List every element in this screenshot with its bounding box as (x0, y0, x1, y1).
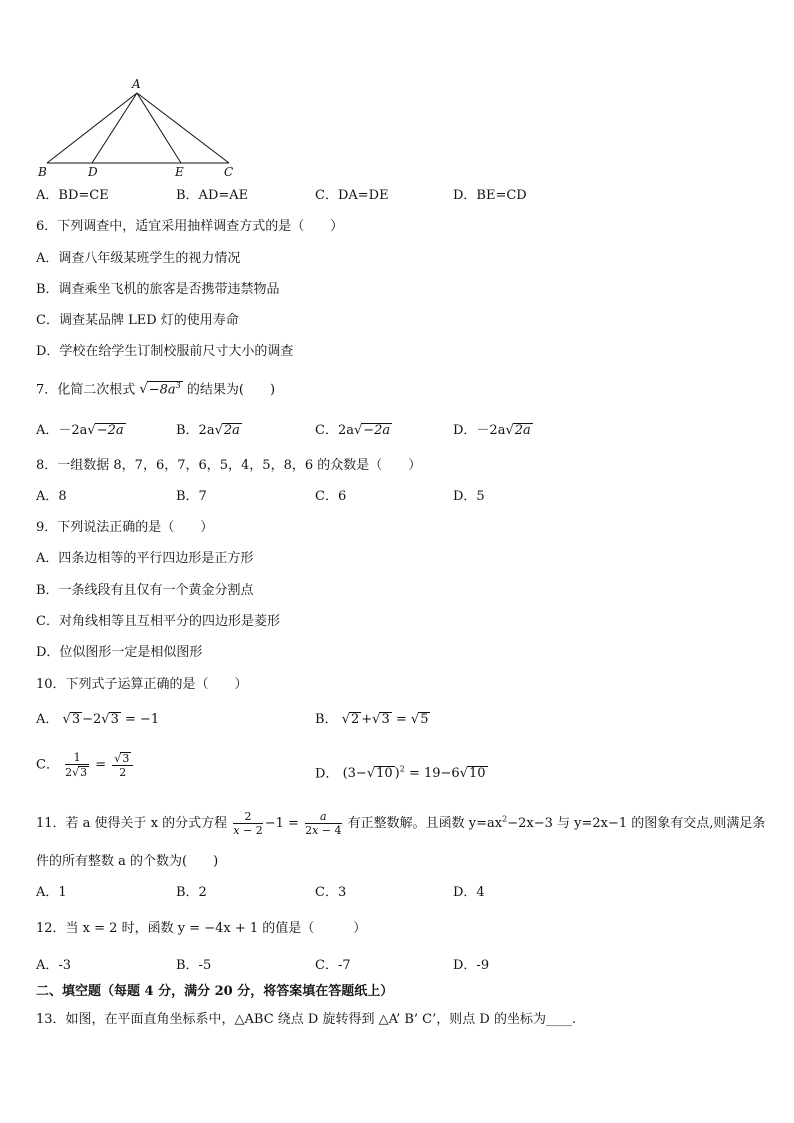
q11-stem-line2: 件的所有整数 a 的个数为( ) (36, 854, 219, 869)
q6-option-d: D．学校在给学生订制校服前尺寸大小的调查 (36, 344, 294, 359)
q7-a-coef: A．－2a (36, 423, 88, 438)
q5-option-a: A．BD=CE (36, 188, 109, 203)
q11-option-b: B．2 (176, 885, 207, 900)
q9-option-d: D．位似图形一定是相似图形 (36, 645, 203, 660)
q10-option-b (315, 712, 430, 726)
q10-option-c: C． $\frac{1}{2√3}$ = $\frac{√3}{2}$ (36, 752, 135, 778)
q10-c-rhs-fraction: $\frac{√3}{2}$ (112, 752, 133, 778)
q7-option-c: C．2a√−2a (315, 423, 391, 438)
q9-option-b: B．一条线段有且仅有一个黄金分割点 (36, 583, 254, 598)
q7-b-radicand: 2a (223, 423, 240, 438)
q9-option-a: A．四条边相等的平行四边形是正方形 (36, 551, 254, 566)
q11-stem-pre: 11．若 a 使得关于 x 的分式方程 (36, 816, 228, 831)
q11-stem: 11．若 a 使得关于 x 的分式方程 $\frac{2}{x - 2}$ −1 = $\frac{a}{2x - 4}$ 有正整数解。且函数 $y=ax^2-2x-3$ 与 y=2x−1 的图象有交点,则满足条 (36, 810, 766, 837)
q11-stem-post: −2x−3 与 y=2x−1 的图象有交点,则满足条 (507, 816, 766, 831)
q5-option-b: B．AD=AE (176, 188, 249, 203)
q10-b-expr: √2 +√3 = √5 (341, 712, 429, 727)
q7-option-b: B．2a√2a (176, 423, 240, 438)
q12-option-c: C．-7 (315, 958, 351, 973)
q7-radicand: −8a (148, 382, 176, 398)
q6-option-b: B．调查乘坐飞机的旅客是否携带违禁物品 (36, 282, 280, 297)
q7-b-coef: B．2a (176, 423, 215, 438)
label-e: E (175, 165, 184, 179)
q11-rhs-fraction: $\frac{a}{2x - 4}$ (305, 810, 342, 837)
q10-c-lhs-fraction: $\frac{1}{2√3}$ (65, 751, 88, 779)
q7-option-a: A．－2a√−2a (36, 423, 124, 438)
label-c: C (224, 165, 234, 179)
label-a: A (132, 77, 141, 91)
section-2-title: 二、填空题（每题 4 分，满分 20 分，将答案填在答题纸上） (36, 984, 394, 999)
q8-stem: 8．一组数据 8，7，6，7，6，5，4，5，8，6 的众数是（ ） (36, 458, 422, 473)
q8-option-b: B．7 (176, 489, 207, 504)
q10-b-label: B． (315, 712, 338, 727)
q7-stem (36, 381, 275, 396)
q7-stem-pre: 7．化简二次根式 (36, 382, 136, 398)
q12-option-a: A．-3 (36, 958, 72, 973)
q10-d-label: D． (315, 766, 339, 782)
q8-option-d: D．5 (453, 489, 485, 504)
q7-stem-post: 的结果为( ) (186, 382, 276, 398)
q7-exponent: 3 (175, 381, 181, 390)
q8-option-a: A．8 (36, 489, 67, 504)
q10-c-label: C． (36, 757, 59, 773)
segment-ad (92, 93, 137, 163)
q11-stem-mid: 有正整数解。且函数 y=ax (347, 816, 503, 831)
triangle-figure (30, 72, 250, 182)
q6-option-c: C．调查某品牌 LED 灯的使用寿命 (36, 313, 239, 328)
q12-stem: 12．当 x = 2 时，函数 y = −4x + 1 的值是（ ） (36, 921, 367, 936)
q5-option-d: D．BE=CD (453, 188, 527, 203)
q7-c-coef: C．2a (315, 423, 354, 438)
segment-ae (137, 93, 181, 163)
label-d: D (88, 165, 98, 179)
q7-c-radicand: −2a (363, 423, 391, 438)
q10-stem: 10．下列式子运算正确的是（ ） (36, 677, 248, 692)
q7-d-radicand: 2a (514, 423, 531, 438)
q12-option-b: B．-5 (176, 958, 212, 973)
q6-option-a: A．调查八年级某班学生的视力情况 (36, 251, 241, 266)
q5-option-c: C．DA=DE (315, 188, 389, 203)
q8-option-c: C．6 (315, 489, 347, 504)
side-ab (47, 93, 137, 163)
q7-option-d: D．－2a√2a (453, 423, 531, 438)
q10-a-label: A． (36, 712, 59, 727)
q10-d-expr: (3−√10 )$^2$ = 19−6√10 (342, 765, 486, 782)
q11-option-d: D．4 (453, 885, 485, 900)
q6-stem: 6．下列调查中，适宜采用抽样调查方式的是（ ） (36, 219, 344, 234)
q7-radical: $√-8a^3$ (139, 381, 181, 398)
q10-option-a (36, 712, 159, 726)
q9-option-c: C．对角线相等且互相平分的四边形是菱形 (36, 614, 280, 629)
q10-a-expr: √3 −2√3 = −1 (62, 712, 160, 727)
q11-option-a: A．1 (36, 885, 67, 900)
label-b: B (38, 165, 47, 179)
side-ac (137, 93, 229, 163)
q7-a-radicand: −2a (96, 423, 124, 438)
q11-option-c: C．3 (315, 885, 347, 900)
q13-stem: 13．如图，在平面直角坐标系中，△ABC 绕点 D 旋转得到 △A’ B’ C’，则点 D 的坐标为____. (36, 1012, 577, 1027)
q11-lhs-fraction: $\frac{2}{x - 2}$ (233, 810, 263, 837)
q9-stem: 9．下列说法正确的是（ ） (36, 520, 214, 535)
q7-d-coef: D．－2a (453, 423, 506, 438)
q12-option-d: D．-9 (453, 958, 490, 973)
q10-option-d (315, 766, 488, 780)
